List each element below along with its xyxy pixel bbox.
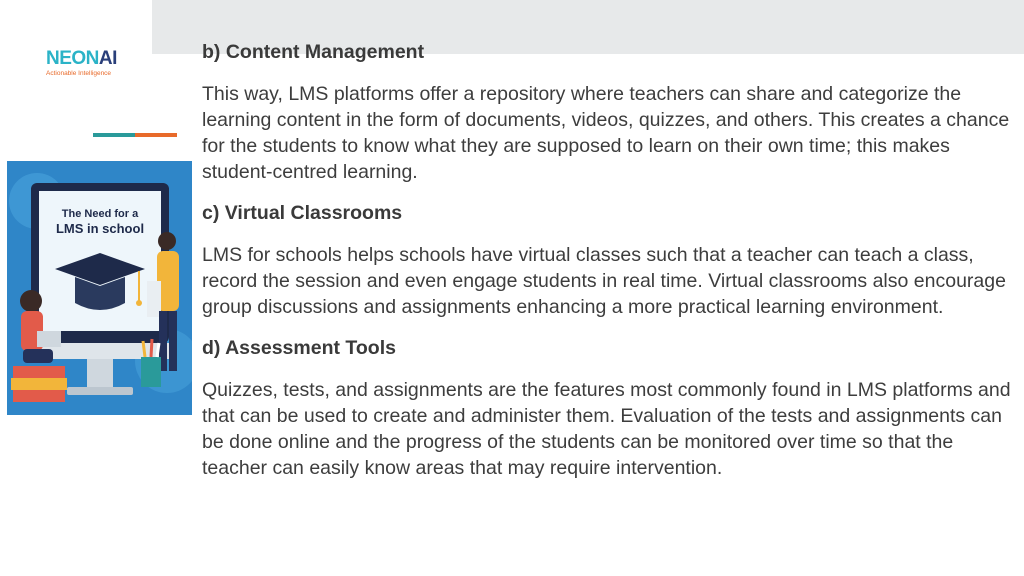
section-heading-assessment-tools: d) Assessment Tools	[202, 337, 396, 359]
board-text-line2: LMS in school	[55, 221, 145, 236]
brand-logo	[46, 49, 117, 78]
accent-bar-orange	[135, 133, 177, 137]
logo-ai-text: AI	[98, 48, 117, 69]
main-content	[202, 38, 1014, 481]
section-body-assessment-tools: Quizzes, tests, and assignments are the features most commonly found in LMS platforms and that can be used to create and administer them. Evaluation of the tests and assignments can be done online and the progress of the students can be monitored over time so that the teacher can easily know areas that may require intervention.	[202, 379, 1011, 479]
section-body-virtual-classrooms: LMS for schools helps schools have virtual classes such that a teacher can teach a class, record the session and even engage students in real time. Virtual classrooms also encourage group discussions and assignments enhancing a more practical learning environment.	[202, 244, 1006, 318]
section-heading-content-management: b) Content Management	[202, 41, 425, 63]
section-heading-virtual-classrooms: c) Virtual Classrooms	[202, 202, 403, 224]
section-body-content-management: This way, LMS platforms offer a repository where teachers can share and categorize the learning content in the form of documents, videos, quizzes, and others. This creates a chance for the students to know what they are supposed to learn on their own time; this makes student-centred learning.	[202, 83, 1010, 183]
logo-wordmark	[46, 49, 117, 69]
logo-tagline: Actionable Intelligence	[46, 70, 112, 77]
logo-neon-text: NEON	[46, 48, 99, 69]
accent-bar-teal	[93, 133, 135, 137]
board-text-line1: The Need for a	[61, 208, 139, 220]
logo-card	[0, 0, 152, 138]
lms-illustration	[7, 161, 192, 415]
